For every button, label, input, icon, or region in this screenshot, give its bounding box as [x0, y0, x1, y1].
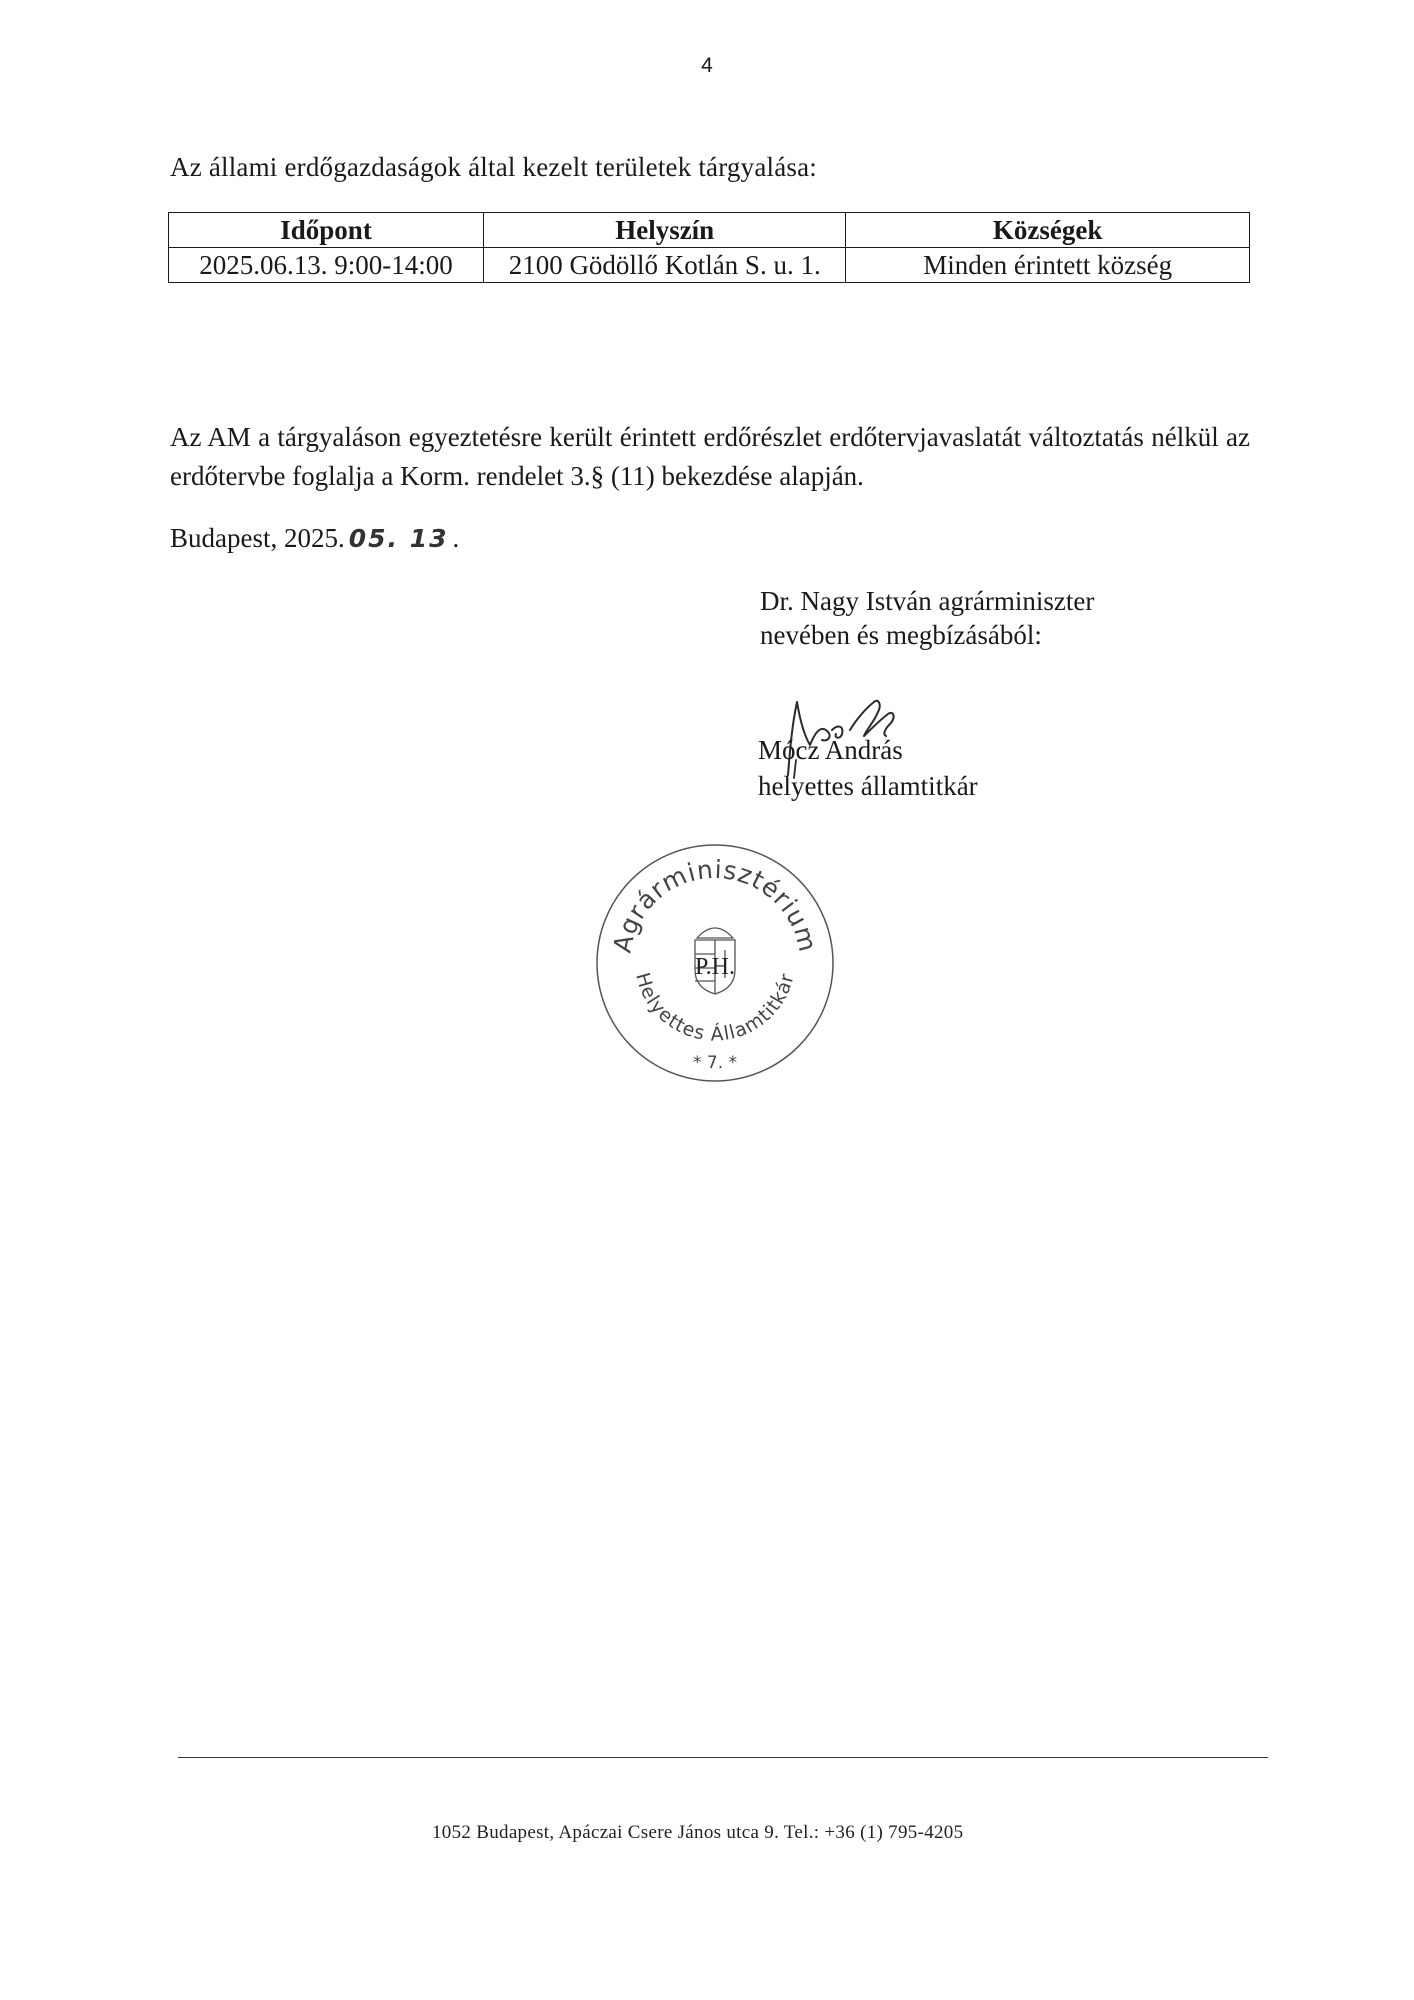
- official-seal-stamp: [590, 838, 840, 1088]
- cell-location: 2100 Gödöllő Kotlán S. u. 1.: [484, 248, 846, 283]
- table-row: [169, 248, 1250, 283]
- body-paragraph: Az AM a tárgyaláson egyeztetésre került érintett erdőrészlet erdőtervjavaslatát változtatás nélkül az erdőtervbe foglalja a Korm. rendelet 3.§ (11) bekezdése alapján.: [170, 422, 1250, 491]
- footer-divider: [178, 1757, 1268, 1758]
- date-line: [170, 523, 459, 554]
- column-header-time: Időpont: [169, 213, 484, 248]
- cell-municipalities: Minden érintett község: [846, 248, 1250, 283]
- seal-number: * 7. *: [692, 1053, 738, 1073]
- seal-bottom-text: Helyettes Államtitkár: [631, 970, 799, 1046]
- signer-name: Mócz András: [758, 735, 903, 765]
- date-printed: Budapest, 2025.: [170, 523, 345, 553]
- schedule-table: [168, 212, 1250, 283]
- section-heading: Az állami erdőgazdaságok által kezelt területek tárgyalása:: [170, 152, 817, 182]
- seal-center-text: P.H.: [694, 954, 736, 980]
- signer-title: helyettes államtitkár: [758, 771, 978, 801]
- minister-line: Dr. Nagy István agrárminiszter: [760, 586, 1095, 616]
- footer-address: 1052 Budapest, Apáczai Csere János utca 9. Tel.: +36 (1) 795-4205: [432, 1822, 964, 1843]
- date-handwritten: 05. 13: [348, 524, 449, 553]
- page-number: 4: [701, 54, 713, 77]
- cell-time: 2025.06.13. 9:00-14:00: [169, 248, 484, 283]
- signer-block: [758, 732, 978, 804]
- table-header-row: [169, 213, 1250, 248]
- mandate-line: nevében és megbízásából:: [760, 620, 1042, 650]
- column-header-municipalities: Községek: [846, 213, 1250, 248]
- date-suffix: .: [452, 523, 460, 553]
- seal-top-text: Agrárminisztérium: [607, 854, 823, 956]
- column-header-location: Helyszín: [484, 213, 846, 248]
- on-behalf-block: [760, 584, 1094, 652]
